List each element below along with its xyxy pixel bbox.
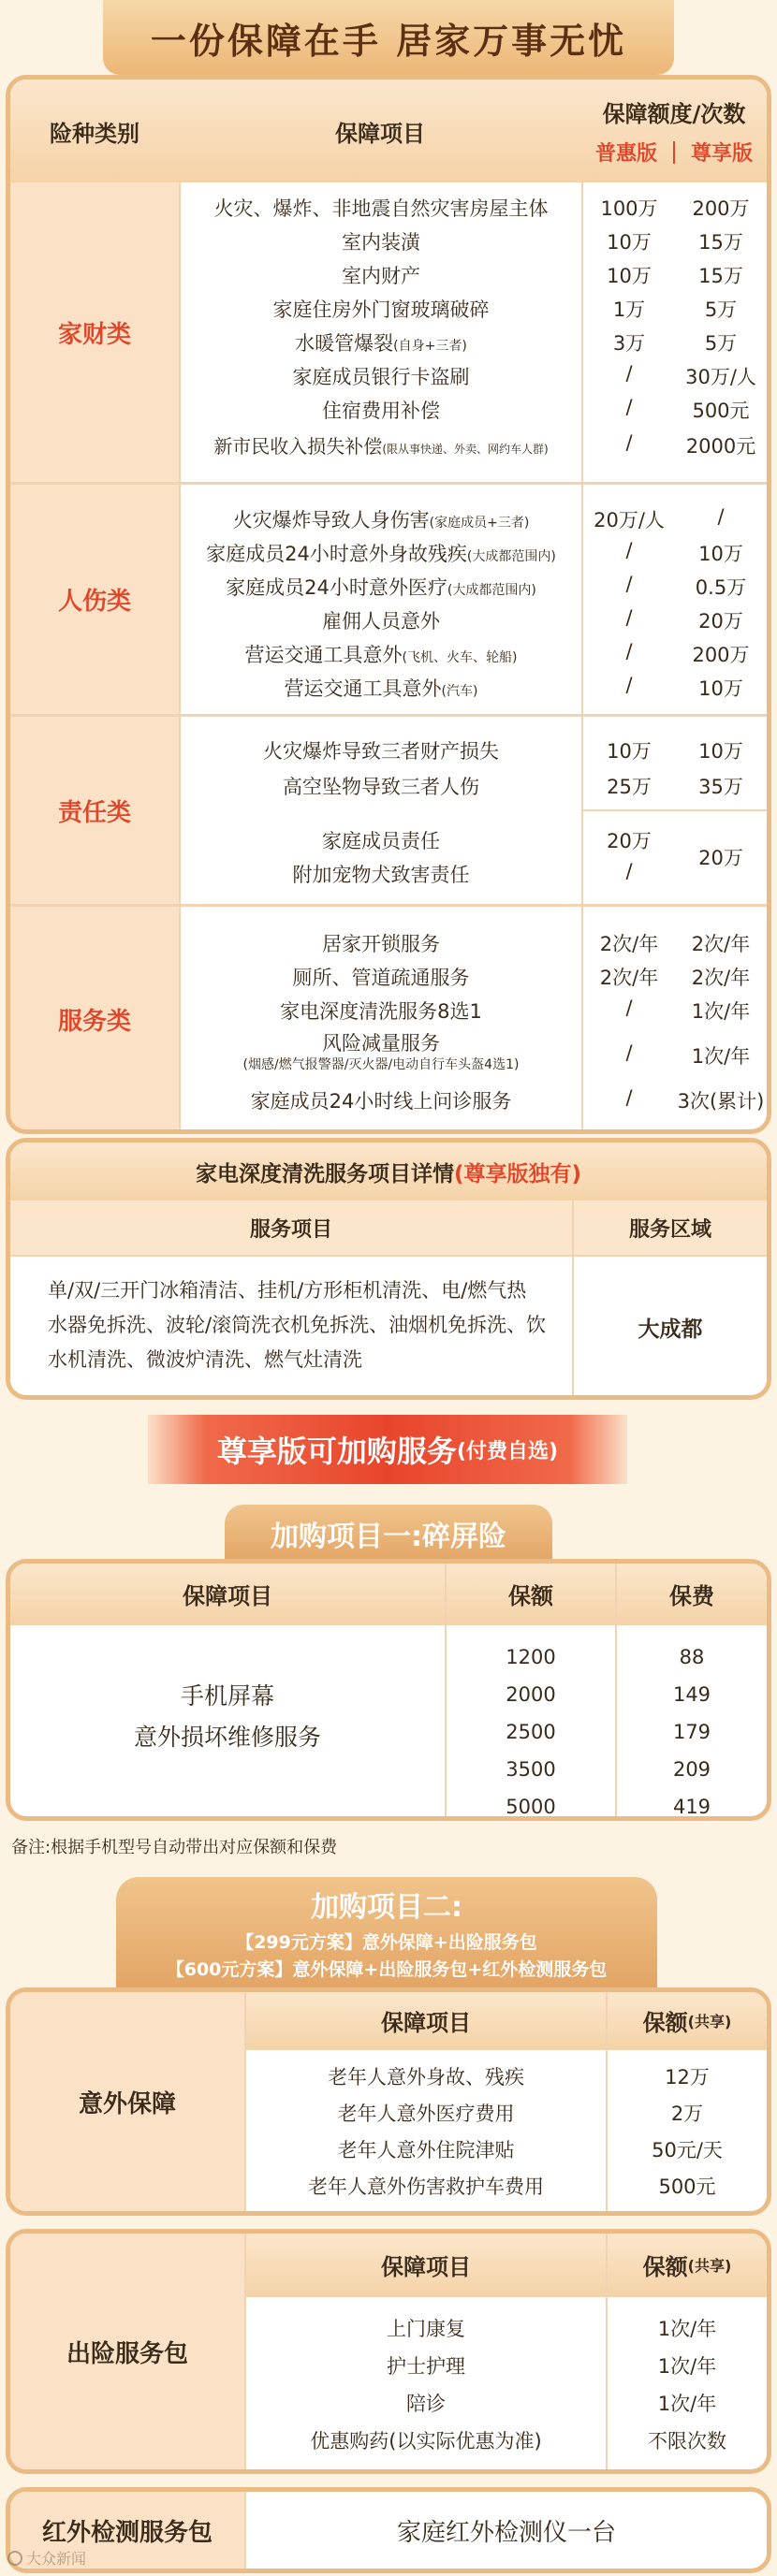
row-value-b: 10万 (698, 740, 743, 763)
row-divider (10, 904, 767, 907)
cleaning-details-card (6, 1138, 771, 1400)
row-value-a: / (625, 396, 633, 418)
row-note: (大成都范围内) (447, 583, 536, 598)
row-value-a: / (625, 860, 633, 882)
row-value-b: 0.5万 (695, 576, 747, 599)
service-pack-name: 出险服务包 (10, 2234, 244, 2469)
accident-item: 老年人意外住院津贴 (337, 2139, 515, 2161)
service-col-item: 保障项目 (246, 2234, 606, 2295)
row-value-a: / (625, 606, 633, 629)
row-value-a: 25万 (607, 776, 652, 798)
addon2-header (116, 1877, 657, 1987)
cleaning-line: 水机清洗、微波炉清洗、燃气灶清洗 (48, 1348, 362, 1371)
table-row (181, 640, 581, 668)
watermark-icon (7, 2551, 22, 2566)
table-row (181, 261, 581, 289)
accident-item: 老年人意外伤害救护车费用 (308, 2176, 544, 2198)
row-value-a: / (625, 573, 633, 595)
row-value-a: / (625, 539, 633, 561)
table-row (181, 505, 581, 533)
row-item: 家电深度清洗服务8选1 (280, 1000, 482, 1023)
row-item: 住宿费用补偿 (322, 400, 440, 422)
row-note: (飞机、火车、轮船) (402, 650, 518, 665)
row-value-b: 200万 (692, 644, 750, 666)
row-divider (10, 714, 767, 717)
amount-cell: 2500 (506, 1721, 556, 1743)
watermark-text: 大众新闻 (26, 2550, 87, 2568)
row-value-a: 10万 (607, 265, 652, 287)
accident-item: 老年人意外身故、残疾 (328, 2066, 524, 2088)
service-col-amount (608, 2234, 767, 2295)
row-value-a: 2次/年 (599, 967, 659, 989)
row-value-b: 5万 (704, 332, 738, 355)
row-value-b: 500元 (692, 400, 750, 422)
watermark (7, 2547, 86, 2569)
addon1-item-line: 手机屏幕 (180, 1682, 274, 1710)
service-item: 上门康复 (387, 2318, 465, 2340)
amount-cell: 1200 (506, 1646, 556, 1668)
row-note: (限从事快递、外卖、网约车人群) (382, 443, 549, 456)
table-row (181, 1028, 581, 1056)
row-item: 风险减量服务 (322, 1032, 440, 1055)
table-row (181, 396, 581, 424)
row-divider (246, 2048, 767, 2050)
addon1-item (10, 1676, 445, 1758)
addon1-table (6, 1559, 771, 1821)
cleaning-col-area: 服务区域 (574, 1201, 767, 1255)
row-note: (家庭成员+三者) (429, 516, 530, 531)
row-item: 营运交通工具意外 (284, 677, 442, 700)
row-item: 营运交通工具意外 (244, 644, 403, 666)
table-row (181, 736, 581, 764)
row-note: (汽车) (441, 684, 478, 699)
header-amount: 保障额度/次数 (602, 100, 746, 127)
row-value-b: 1次/年 (691, 1000, 751, 1023)
row-value-a: / (625, 362, 633, 385)
amount-cell: 2000 (506, 1683, 556, 1706)
row-item: 家庭成员24小时意外身故残疾 (206, 543, 467, 565)
accident-amount: 12万 (665, 2066, 710, 2088)
table-row (181, 772, 581, 800)
cleaning-title: 家电深度清洗服务项目详情 (195, 1161, 454, 1186)
addon1-note: 备注:根据手机型号自动带出对应保额和保费 (11, 1838, 338, 1857)
header-type: 险种类别 (50, 120, 139, 147)
accident-col-item: 保障项目 (246, 1992, 606, 2048)
row-value-b: 2次/年 (691, 933, 751, 955)
row-item: 火灾爆炸导致人身伤害 (232, 509, 430, 531)
row-item: 水暖管爆裂 (295, 332, 394, 355)
row-value-b: 10万 (698, 543, 743, 565)
cleaning-area: 大成都 (638, 1317, 703, 1342)
table-row (181, 539, 581, 567)
row-value-b: 20万 (698, 847, 743, 869)
row-value-b: 15万 (698, 231, 743, 254)
addon2-plan1: 【299元方案】意外保障+出险服务包 (236, 1932, 537, 1953)
row-value-a: / (625, 674, 633, 696)
cleaning-col-item: 服务项目 (10, 1201, 572, 1255)
category-renshang: 人伤类 (10, 485, 179, 714)
accident-table (6, 1987, 771, 2216)
row-note: (烟感/燃气报警器/灭火器/电动自行车头盔4选1) (242, 1057, 520, 1072)
premium-cell: 209 (672, 1758, 711, 1781)
header-puhui: 普惠版 (594, 141, 657, 166)
cleaning-line: 水器免拆洗、波轮/滚筒洗衣机免拆洗、油烟机免拆洗、饮 (48, 1314, 547, 1336)
page-banner: 一份保障在手 居家万事无忧 (103, 0, 674, 75)
row-value-b: 35万 (698, 776, 743, 798)
service-amount: 1次/年 (657, 2355, 717, 2378)
addon-banner (148, 1415, 627, 1484)
premium-cell: 149 (672, 1683, 711, 1706)
service-amount: 1次/年 (657, 2318, 717, 2340)
service-item: 陪诊 (406, 2393, 446, 2415)
cleaning-title-tag: (尊享版独有) (453, 1161, 582, 1186)
accident-name: 意外保障 (10, 1992, 244, 2211)
row-item: 火灾、爆炸、非地震自然灾害房屋主体 (213, 197, 549, 220)
row-value-b: 1次/年 (691, 1045, 751, 1068)
cleaning-content (48, 1273, 572, 1377)
row-item: 室内财产 (342, 265, 420, 287)
table-row (181, 362, 581, 390)
addon1-col-item: 保障项目 (183, 1582, 272, 1609)
service-col-shared: (共享) (687, 2256, 732, 2275)
row-value-a: / (625, 640, 633, 662)
addon1-pill: 加购项目一:碎屏险 (225, 1505, 552, 1563)
addon2-plan2: 【600元方案】意外保障+出险服务包+红外检测服务包 (166, 1959, 608, 1980)
category-jiacai: 家财类 (10, 182, 179, 482)
table-row (181, 860, 581, 888)
addon1-col-amount: 保额 (508, 1582, 553, 1609)
addon1-premiums (617, 1638, 767, 1821)
accident-amount: 50元/天 (652, 2139, 723, 2161)
row-item: 家庭成员银行卡盗刷 (292, 366, 470, 388)
row-value-a: 3万 (612, 332, 646, 355)
row-value-a: / (625, 1041, 633, 1064)
row-item: 火灾爆炸导致三者财产损失 (263, 740, 499, 763)
infrared-name: 红外检测服务包 (10, 2492, 244, 2569)
accident-item: 老年人意外医疗费用 (337, 2103, 515, 2125)
service-item: 优惠购药(以实际优惠为准) (310, 2430, 542, 2452)
cleaning-line: 单/双/三开门冰箱清洁、挂机/方形柜机清洗、电/燃气热 (48, 1279, 527, 1302)
premium-cell: 179 (672, 1721, 711, 1743)
category-fuwu: 服务类 (10, 907, 179, 1131)
row-value-a: 1万 (612, 298, 646, 321)
row-value-a: 10万 (607, 740, 652, 763)
row-item: 厕所、管道疏通服务 (292, 967, 470, 989)
row-note: (大成都范围内) (466, 549, 556, 564)
table-row (181, 963, 581, 991)
addon1-item-line: 意外损坏维修服务 (133, 1724, 321, 1751)
row-item: 家庭成员24小时意外医疗 (226, 576, 447, 599)
row-divider (581, 809, 767, 811)
row-value-a: / (625, 1086, 633, 1109)
row-item: 雇佣人员意外 (322, 610, 440, 633)
row-value-b: 20万 (698, 610, 743, 633)
service-item: 护士护理 (387, 2355, 465, 2378)
header-zunxiang: 尊享版 (690, 141, 753, 166)
row-value-b: 15万 (698, 265, 743, 287)
row-value-b: 2000元 (685, 435, 756, 458)
category-zeren: 责任类 (10, 717, 179, 904)
accident-amount: 2万 (670, 2103, 704, 2125)
row-item: 室内装潢 (342, 231, 420, 254)
amount-cell: 5000 (506, 1796, 556, 1818)
service-amount: 1次/年 (657, 2393, 717, 2415)
row-item: 居家开锁服务 (322, 933, 440, 955)
table-row (181, 194, 581, 222)
cleaning-title-bar (10, 1142, 767, 1201)
row-value-b: 3次(累计) (677, 1090, 765, 1113)
table-row (181, 826, 581, 854)
row-item: 家庭成员24小时线上问诊服务 (250, 1090, 512, 1113)
table-row (181, 328, 581, 357)
table-row (181, 573, 581, 601)
infrared-table (6, 2487, 771, 2573)
row-value-a: / (625, 431, 633, 454)
row-value-a: 20万 (607, 830, 652, 852)
accident-col-amount-label: 保额 (642, 2009, 688, 2036)
premium-cell: 88 (679, 1646, 705, 1668)
accident-amount: 500元 (658, 2176, 716, 2198)
accident-items (246, 2059, 606, 2205)
header-divider (673, 141, 675, 164)
addon1-amounts (447, 1638, 615, 1821)
table-row (181, 674, 581, 702)
row-divider (10, 1623, 767, 1625)
table-row (181, 929, 581, 957)
row-note: (自身+三者) (393, 339, 467, 354)
accident-amounts (608, 2059, 767, 2205)
addon2-title: 加购项目二: (311, 1891, 462, 1924)
header-item: 保障项目 (335, 120, 425, 147)
addon-banner-main: 尊享版可加购服务 (216, 1434, 457, 1469)
row-item: 附加宠物犬致害责任 (292, 864, 470, 886)
premium-cell: 419 (672, 1796, 711, 1818)
addon1-col-premium: 保费 (669, 1582, 714, 1609)
row-value-a: 20万/人 (594, 509, 665, 531)
table-row (181, 431, 581, 458)
row-value-b: 30万/人 (685, 366, 756, 388)
row-item: 高空坠物导致三者人伤 (283, 776, 479, 798)
row-value-b: 10万 (698, 677, 743, 700)
row-value-a: 2次/年 (599, 933, 659, 955)
row-value-b: 200万 (692, 197, 750, 220)
table-row (181, 295, 581, 323)
accident-col-shared: (共享) (687, 2012, 732, 2030)
service-amounts (608, 2310, 767, 2460)
table-row (181, 997, 581, 1025)
row-item: 家庭成员责任 (322, 830, 440, 852)
accident-col-amount (608, 1992, 767, 2048)
service-pack-table (6, 2229, 771, 2474)
table-row (181, 1086, 581, 1114)
row-divider (10, 482, 767, 485)
row-divider (246, 2295, 767, 2297)
infrared-value: 家庭红外检测仪一台 (396, 2518, 616, 2547)
row-value-b: 5万 (704, 298, 738, 321)
row-item: 新市民收入损失补偿 (213, 435, 383, 458)
row-value-b: 2次/年 (691, 967, 751, 989)
row-value-b: / (717, 505, 725, 528)
row-value-a: / (625, 997, 633, 1019)
table-row (181, 606, 581, 634)
main-coverage-table (6, 75, 771, 1134)
amount-cell: 3500 (506, 1758, 556, 1781)
row-value-a: 10万 (607, 231, 652, 254)
row-item: 家庭住房外门窗玻璃破碎 (272, 298, 490, 321)
row-value-a: 100万 (600, 197, 658, 220)
addon-banner-sub: (付费自选) (456, 1439, 559, 1463)
service-col-amount-label: 保额 (642, 2253, 688, 2280)
table-row (181, 227, 581, 255)
service-items (246, 2310, 606, 2460)
service-amount: 不限次数 (648, 2430, 726, 2452)
